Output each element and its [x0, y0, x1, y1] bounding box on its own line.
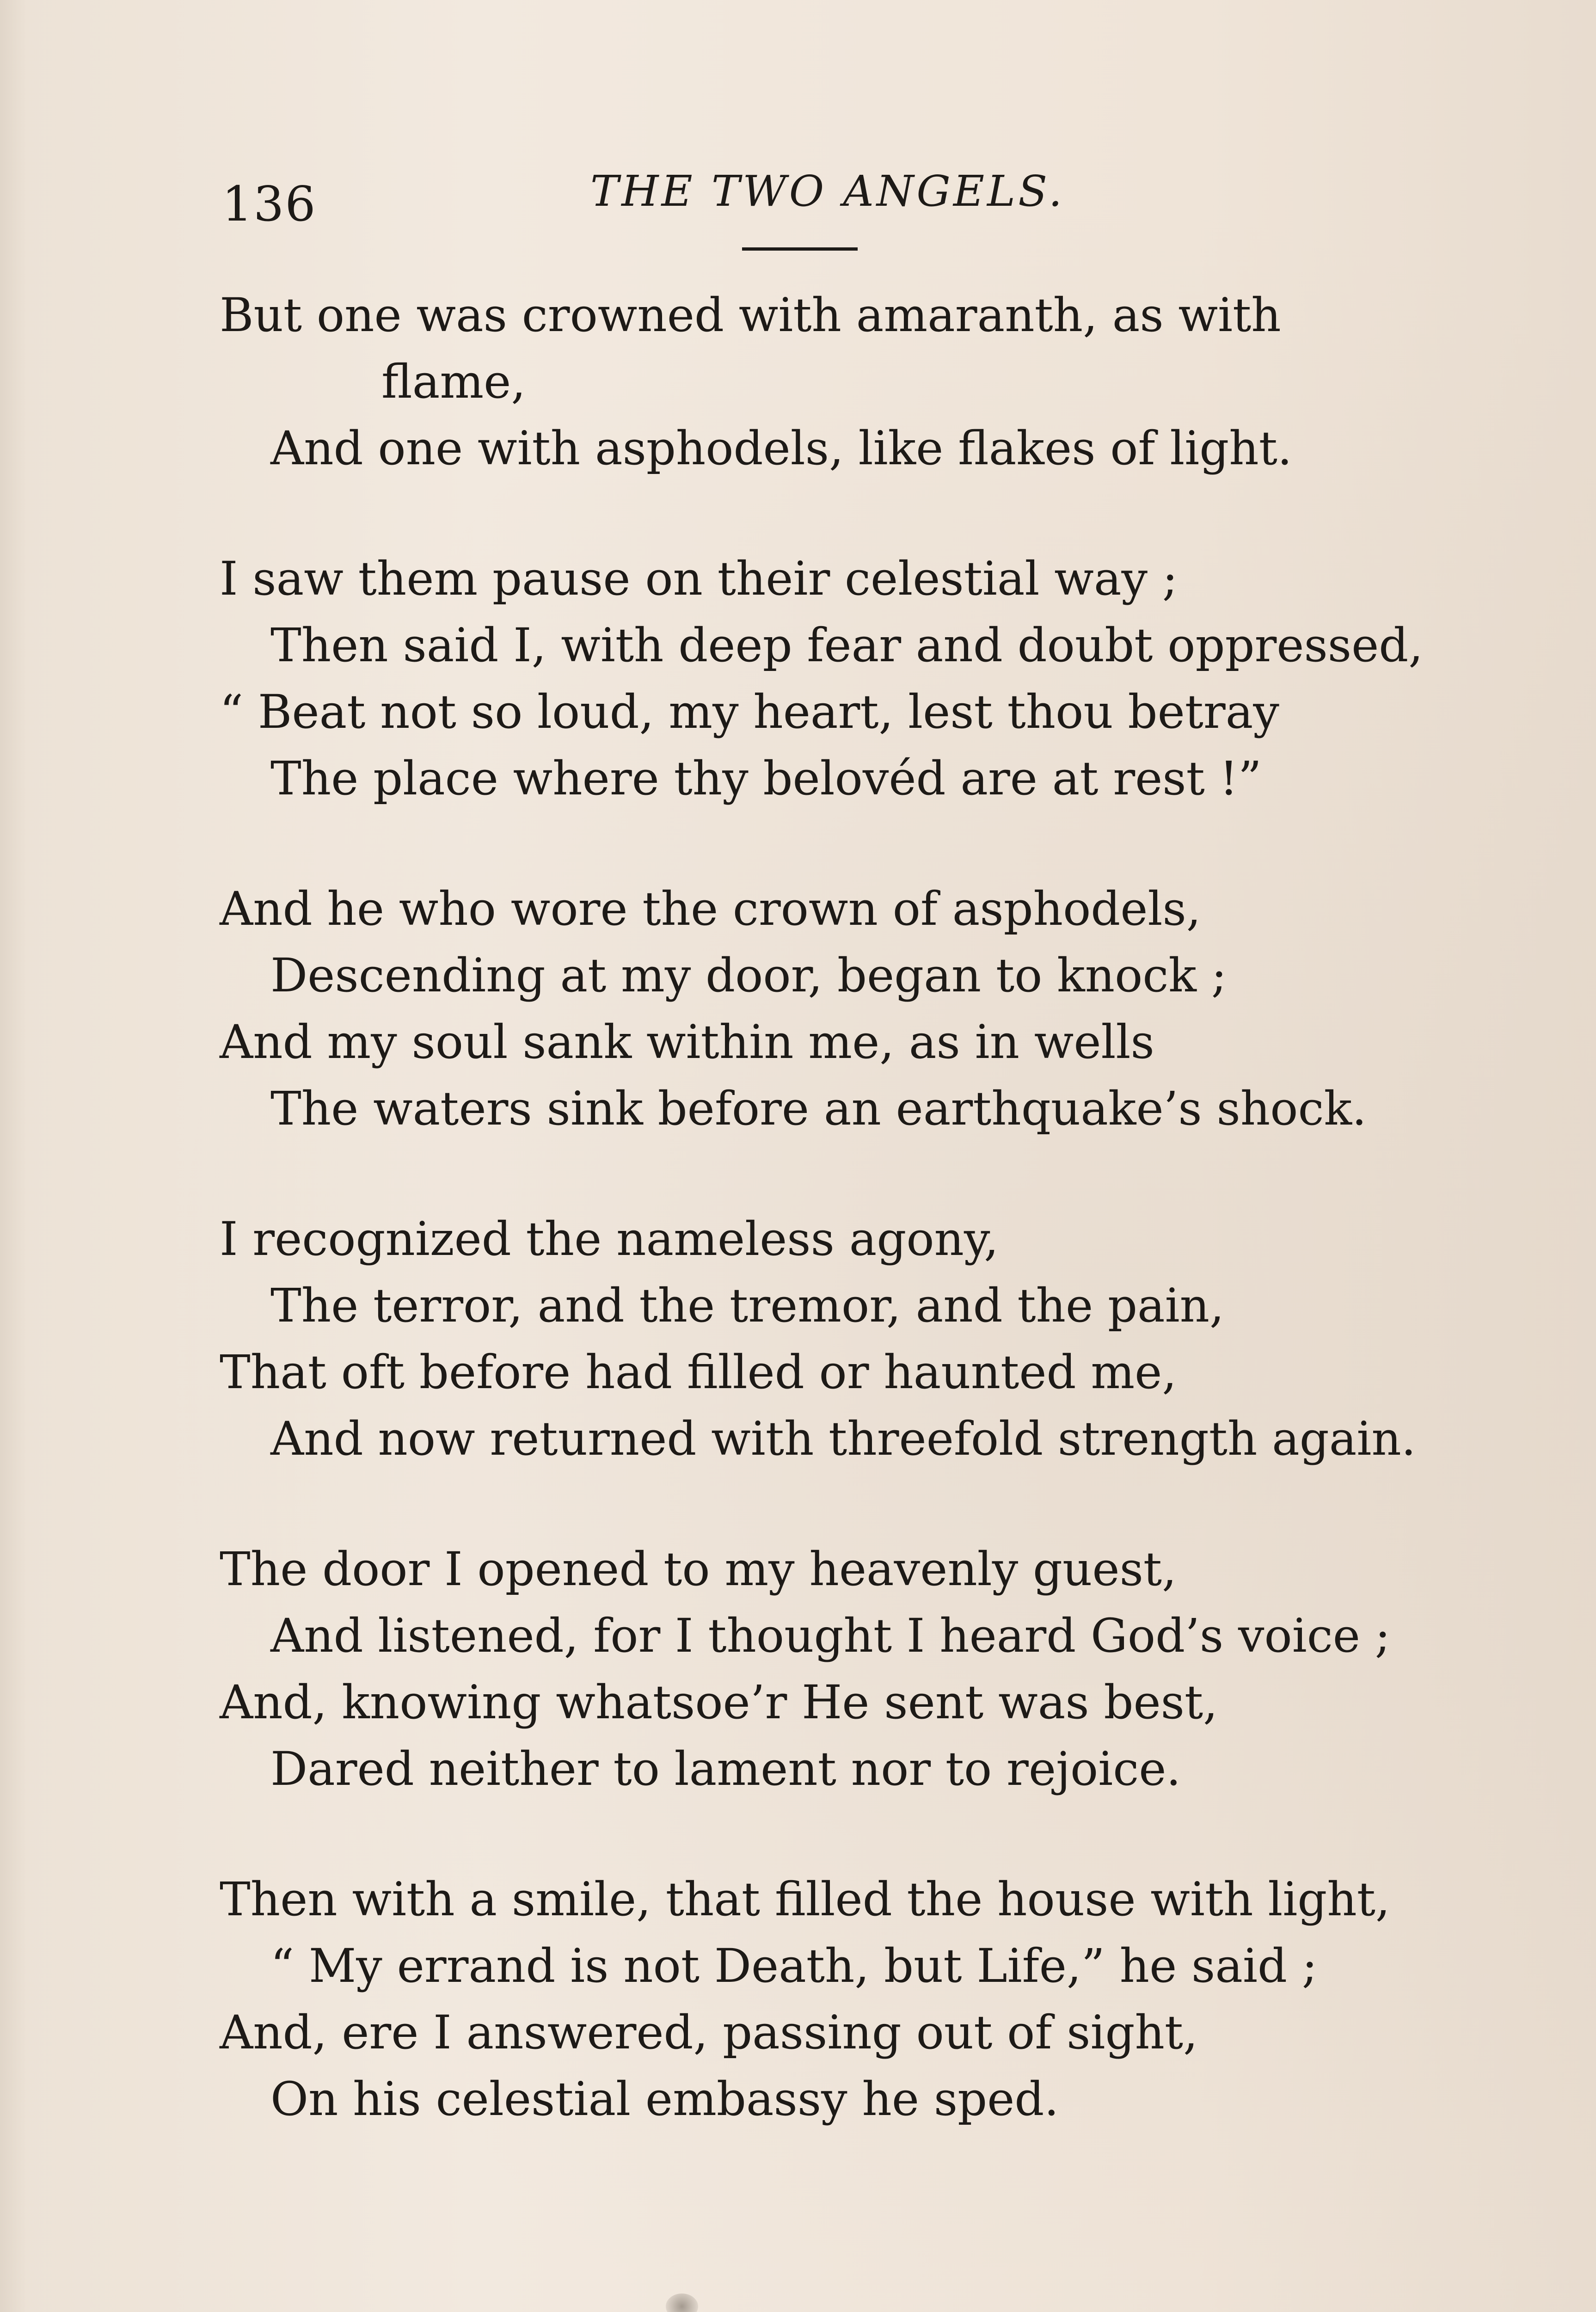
poem-line: I recognized the nameless agony,	[220, 1212, 999, 1266]
poem-line: On his celestial embassy he sped.	[270, 2072, 1059, 2126]
poem-line: The terror, and the tremor, and the pain,	[270, 1279, 1224, 1333]
poem-line: “ My errand is not Death, but Life,” he said ;	[270, 1939, 1318, 1993]
stanza	[220, 282, 1468, 482]
poem-line: The place where thy belovéd are at rest !”	[270, 751, 1262, 806]
poem-line: And now returned with threefold strength again.	[270, 1412, 1416, 1466]
poem-body	[220, 282, 1468, 2196]
page-number: 136	[222, 176, 317, 232]
stanza	[220, 546, 1468, 812]
title-rule	[742, 247, 858, 251]
poem-line: Then said I, with deep fear and doubt oppressed,	[270, 618, 1424, 672]
poem-line: Dared neither to lament nor to rejoice.	[270, 1742, 1181, 1796]
stanza	[220, 876, 1468, 1142]
poem-line: And one with asphodels, like flakes of light.	[270, 421, 1292, 475]
poem-line: And he who wore the crown of asphodels,	[220, 882, 1201, 936]
poem-line: That oft before had filled or haunted me,	[220, 1345, 1177, 1399]
poem-line: Then with a smile, that filled the house with light,	[220, 1872, 1390, 1926]
poem-line: And my soul sank within me, as in wells	[220, 1015, 1154, 1069]
stanza	[220, 1536, 1468, 1802]
poem-line: The door I opened to my heavenly guest,	[220, 1542, 1177, 1596]
ink-stain	[666, 2294, 698, 2312]
poem-line: And listened, for I thought I heard God’s voice ;	[270, 1609, 1391, 1663]
poem-line: Descending at my door, began to knock ;	[270, 948, 1227, 1002]
stanza	[220, 1866, 1468, 2133]
stanza	[220, 1206, 1468, 1472]
poem-line: flame,	[381, 355, 526, 409]
page-edge-shadow	[0, 0, 28, 2312]
poem-line: And, knowing whatsoe’r He sent was best,	[220, 1675, 1218, 1729]
poem-line: “ Beat not so loud, my heart, lest thou betray	[220, 685, 1279, 739]
poem-line: And, ere I answered, passing out of sight,	[220, 2005, 1198, 2060]
running-title: THE TWO ANGELS.	[590, 166, 1065, 216]
poem-line: But one was crowned with amaranth, as with	[220, 288, 1281, 342]
poem-line: I saw them pause on their celestial way ;	[220, 552, 1178, 606]
poem-line: The waters sink before an earthquake’s shock.	[270, 1082, 1367, 1136]
